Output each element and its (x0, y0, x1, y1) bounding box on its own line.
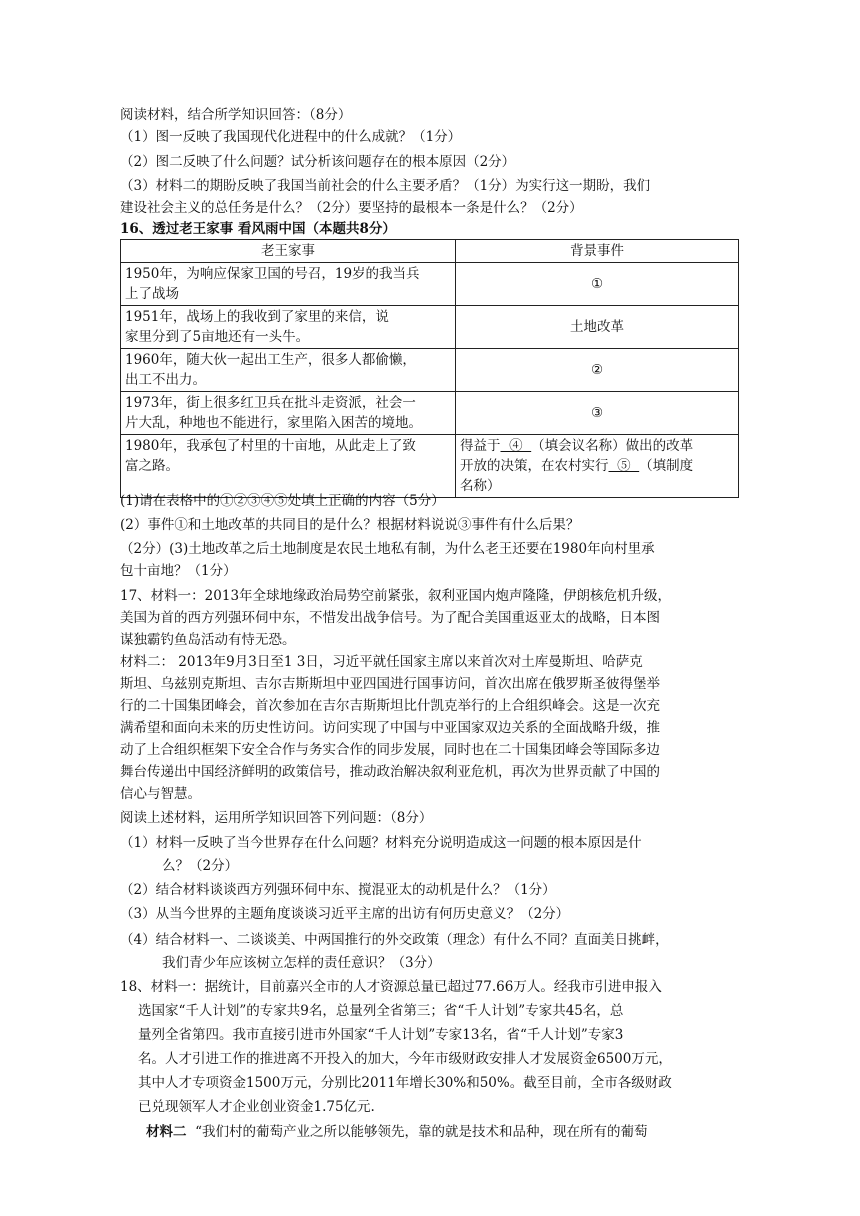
q17-material2-line: 行的二十国集团峰会，首次参加在吉尔吉斯斯坦比什凯克举行的上合组织峰会。这是一次充 (120, 698, 660, 714)
q16-sub-3-line1: （2分）(3)土地改革之后土地制度是农民土地私有制，为什么老王还要在1980年向村里承 (120, 541, 655, 557)
q18-material1-line: 已兑现领军人才企业创业资金1.75亿元. (138, 1099, 375, 1115)
fill-text: 得益于 (460, 438, 501, 454)
q18-material1-line: 其中人才专项资金1500万元，分别比2011年增长30%和50%。截至目前，全市各级财政 (138, 1075, 672, 1091)
q16-sub-3-line2: 包十亩地？（1分） (120, 563, 237, 579)
family-event-line: 1973年，街上很多红卫兵在批斗走资派，社会一 (125, 395, 416, 411)
q17-sub-3: （3）从当今世界的主题角度谈谈习近平主席的出访有何历史意义？（2分） (120, 906, 570, 922)
answer-blank-4[interactable]: ④ (500, 438, 532, 454)
intro-question-2: （2）图二反映了什么问题？试分析该问题存在的根本原因（2分） (120, 154, 516, 170)
table-row (121, 263, 739, 306)
background-event-cell: ③ (456, 392, 739, 435)
q18-material2-text: “我们村的葡萄产业之所以能够领先，靠的就是技术和品种，现在所有的葡萄 (186, 1124, 648, 1140)
intro-question-3-line1: （3）材料二的期盼反映了我国当前社会的什么主要矛盾？（1分）为实行这一期盼，我们 (120, 178, 651, 194)
q17-material1-line: 17、材料一：2013年全球地缘政治局势空前紧张，叙利亚国内炮声隆隆，伊朗核危机升级， (120, 588, 672, 604)
q17-sub-4-line1: （4）结合材料一、二谈谈美、中两国推行的外交政策（理念）有什么不同？直面美日挑衅， (120, 932, 669, 948)
background-event-cell: ① (456, 263, 739, 306)
family-event-line: 上了战场 (125, 286, 179, 302)
family-event-cell (121, 306, 456, 349)
family-event-cell (121, 263, 456, 306)
q17-material1-line: 谋独霸钓鱼岛活动有恃无恐。 (120, 632, 296, 648)
table-row (121, 392, 739, 435)
q18-material1-line: 量列全省第四。我市直接引进市外国家“千人计划”专家13名，省“千人计划”专家3 (138, 1027, 624, 1043)
q17-sub-2: （2）结合材料谈谈西方列强环伺中东、搅混亚太的动机是什么？（1分） (120, 882, 556, 898)
family-event-line: 1951年，战场上的我收到了家里的来信，说 (125, 309, 389, 325)
intro-instruction: 阅读材料，结合所学知识回答：（8分） (120, 107, 352, 123)
intro-question-1: （1）图一反映了我国现代化进程中的什么成就？（1分） (120, 129, 462, 145)
q17-material2-line: 斯坦、乌兹别克斯坦、吉尔吉斯斯坦中亚四国进行国事访问，首次出席在俄罗斯圣彼得堡举 (120, 676, 660, 692)
background-event-cell (456, 435, 739, 498)
q17-material2-line: 动了上合组织框架下安全合作与务实合作的同步发展，同时也在二十国集团峰会等国际多边 (120, 742, 660, 758)
table-header-background: 背景事件 (456, 240, 739, 263)
q18-material2-label: 材料二 (146, 1124, 187, 1140)
family-event-cell (121, 349, 456, 392)
intro-question-3-line2: 建设社会主义的总任务是什么？（2分）要坚持的最根本一条是什么？（2分） (120, 200, 583, 216)
table-row (121, 435, 739, 498)
table-row (121, 306, 739, 349)
q17-material2-line: 信心与智慧。 (120, 786, 201, 802)
q16-sub-1: (1)请在表格中的①②③④⑤处填上正确的内容（5分） (120, 493, 445, 509)
q18-material1-line: 名。人才引进工作的推进离不开投入的加大，今年市级财政安排人才发展资金6500万元， (138, 1051, 672, 1067)
q17-material2-line: 材料二： 2013年9月3日至1 3日，习近平就任国家主席以来首次对土库曼斯坦、哈萨克 (120, 654, 643, 670)
table-header-row (121, 240, 739, 263)
fill-text: （填制度 (639, 458, 694, 474)
family-event-line: 片大乱，种地也不能进行，家里陷入困苦的境地。 (125, 415, 422, 431)
table-row (121, 349, 739, 392)
q18-material2-line (146, 1122, 647, 1142)
family-event-line: 1950年，为响应保家卫国的号召，19岁的我当兵 (125, 266, 420, 282)
q17-sub-1-line2: 么？（2分） (162, 858, 239, 874)
family-event-line: 出工不出力。 (125, 372, 206, 388)
family-event-line: 富之路。 (125, 458, 179, 474)
q17-material2-line: 舞台传递出中国经济鲜明的政策信号，推动政治解决叙利亚危机，再次为世界贡献了中国的 (120, 764, 660, 780)
background-event-cell: ② (456, 349, 739, 392)
q16-title: 16、透过老王家事 看风雨中国（本题共8分） (120, 221, 396, 237)
family-event-cell (121, 392, 456, 435)
family-event-line: 1960年，随大伙一起出工生产，很多人都偷懒， (125, 352, 416, 368)
q17-instruction: 阅读上述材料，运用所学知识回答下列问题：（8分） (120, 810, 433, 826)
q17-material1-line: 美国为首的西方列强环伺中东，不惜发出战争信号。为了配合美国重返亚太的战略，日本图 (120, 610, 660, 626)
q16-sub-2: (2）事件①和土地改革的共同目的是什么？根据材料说说③事件有什么后果？ (120, 517, 580, 533)
fill-text: 名称） (460, 478, 501, 494)
q18-material1-line: 选国家“千人计划”的专家共9名，总量列全省第三；省“千人计划”专家共45名，总 (138, 1003, 624, 1019)
q17-material2-line: 满希望和面向未来的历史性访问。访问实现了中国与中亚国家双边关系的全面战略升级，推 (120, 720, 660, 736)
q17-sub-4-line2: 我们青少年应该树立怎样的责任意识？（3分） (162, 955, 441, 971)
answer-blank-5[interactable]: ⑤ (608, 458, 640, 474)
family-event-cell (121, 435, 456, 498)
q16-table (120, 239, 739, 498)
family-event-line: 1980年，我承包了村里的十亩地，从此走上了致 (125, 438, 416, 454)
fill-text: 开放的决策，在农村实行 (460, 458, 609, 474)
fill-text: （填会议名称）做出的改革 (531, 438, 694, 454)
q17-sub-1-line1: （1）材料一反映了当今世界存在什么问题？材料充分说明造成这一问题的根本原因是什 (120, 835, 642, 851)
q18-material1-line: 18、材料一：据统计，目前嘉兴全市的人才资源总量已超过77.66万人。经我市引进申报入 (120, 979, 662, 995)
background-event-cell: 土地改革 (456, 306, 739, 349)
family-event-line: 家里分到了5亩地还有一头牛。 (125, 329, 310, 345)
table-header-family: 老王家事 (121, 240, 456, 263)
